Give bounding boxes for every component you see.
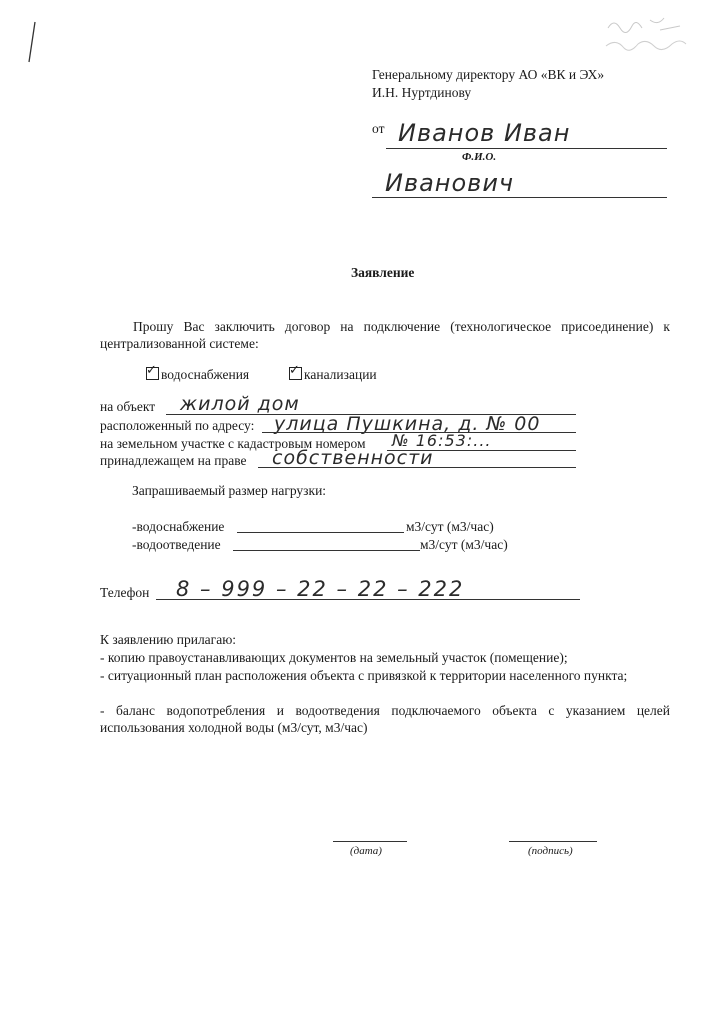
- water-supply-unit: м3/сут (м3/час): [406, 519, 494, 534]
- request-text: Прошу Вас заключить договор на подключение (технологическое присоединение) к централизованной системе:: [100, 319, 670, 351]
- fio-caption: Ф.И.О.: [462, 151, 497, 163]
- water-supply-label: -водоснабжение: [132, 519, 225, 534]
- signature-caption: (подпись): [528, 845, 573, 857]
- load-heading: Запрашиваемый размер нагрузки:: [132, 483, 327, 498]
- phone-label: Телефон: [100, 585, 150, 600]
- right-value[interactable]: собственности: [272, 447, 434, 469]
- addressee-line2: И.Н. Нуртдинову: [372, 85, 472, 100]
- checkbox-water-supply[interactable]: [146, 363, 250, 383]
- signature-line[interactable]: [509, 841, 597, 842]
- check-icon: ✓: [146, 367, 159, 380]
- fio-handwritten-2: Иванович: [385, 169, 515, 197]
- check-icon: ✓: [289, 367, 302, 380]
- date-caption: (дата): [350, 845, 382, 857]
- cadastral-label: на земельном участке с кадастровым номером: [100, 436, 366, 451]
- document-title: Заявление: [351, 265, 415, 280]
- date-line[interactable]: [333, 841, 407, 842]
- water-disposal-unit: м3/сут (м3/час): [420, 537, 508, 552]
- checkbox-sewerage-label: канализации: [304, 367, 377, 382]
- attachment-item-1: - копию правоустанавливающих документов на земельный участок (помещение);: [100, 650, 568, 665]
- cadastral-value[interactable]: № 16:53:...: [392, 431, 492, 450]
- addressee-line1: Генеральному директору АО «ВК и ЭХ»: [372, 67, 605, 82]
- water-disposal-line[interactable]: [233, 550, 420, 551]
- water-supply-line[interactable]: [237, 532, 404, 533]
- phone-line: [156, 599, 580, 600]
- object-value[interactable]: жилой дом: [180, 393, 300, 415]
- margin-pencil-mark: [26, 20, 38, 64]
- right-label: принадлежащем на праве: [100, 453, 247, 468]
- object-label: на объект: [100, 399, 156, 414]
- fio-line-1: [386, 148, 667, 149]
- fio-line-2: [372, 197, 667, 198]
- from-label: от: [372, 121, 385, 136]
- address-value[interactable]: улица Пушкина, д. № 00: [274, 413, 541, 435]
- right-line: [258, 467, 576, 468]
- checkbox-water-supply-label: водоснабжения: [161, 367, 250, 382]
- address-label: расположенный по адресу:: [100, 418, 255, 433]
- attachments-heading: К заявлению прилагаю:: [100, 632, 237, 647]
- fio-handwritten-1: Иванов Иван: [398, 119, 571, 147]
- attachment-item-2: - ситуационный план расположения объекта с привязкой к территории населенного пункта;: [100, 668, 628, 683]
- checkbox-sewerage[interactable]: [289, 363, 377, 383]
- phone-value[interactable]: 8 – 999 – 22 – 22 – 222: [176, 577, 465, 601]
- faint-resolution-scribble: [600, 10, 700, 60]
- water-disposal-label: -водоотведение: [132, 537, 221, 552]
- attachment-item-3: - баланс водопотребления и водоотведения подключаемого объекта с указанием целей использования холодной воды (м3/сут, м3/час): [100, 703, 670, 735]
